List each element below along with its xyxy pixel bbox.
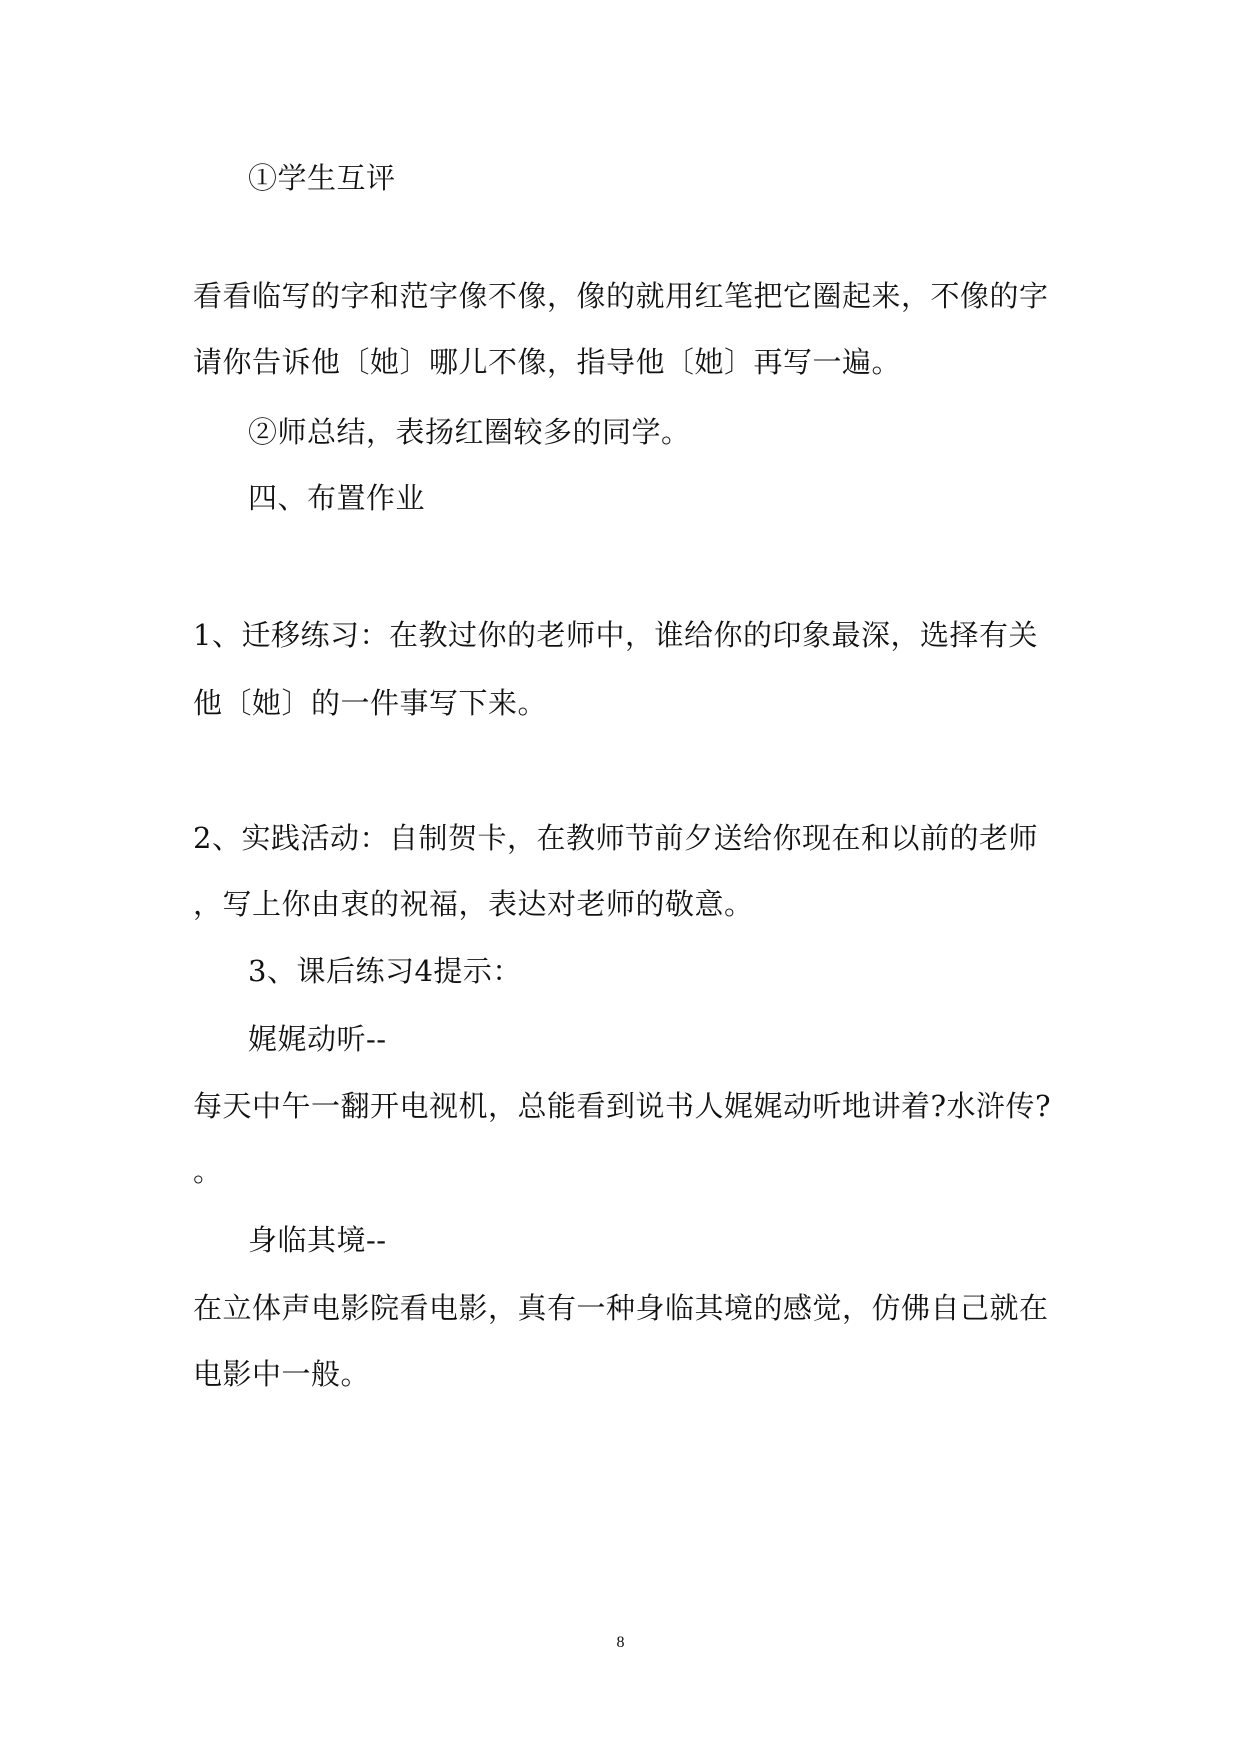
vocabulary-term: 身临其境-- xyxy=(248,1223,387,1257)
paragraph-line: 他〔她〕的一件事写下来。 xyxy=(193,686,548,720)
list-item-teacher-summary: ②师总结，表扬红圈较多的同学。 xyxy=(248,415,691,449)
paragraph-line: 2、实践活动：自制贺卡，在教师节前夕送给你现在和以前的老师 xyxy=(193,821,1038,855)
paragraph-line: ，写上你由衷的祝福，表达对老师的敬意。 xyxy=(193,887,754,921)
paragraph-line: 在立体声电影院看电影，真有一种身临其境的感觉，仿佛自己就在 xyxy=(193,1291,1049,1325)
paragraph-line: 每天中午一翻开电视机，总能看到说书人娓娓动听地讲着?水浒传? xyxy=(193,1089,1052,1123)
paragraph-line: 电影中一般。 xyxy=(193,1357,371,1391)
vocabulary-term: 娓娓动听-- xyxy=(248,1022,387,1056)
paragraph-line: 。 xyxy=(193,1154,223,1188)
paragraph-line: 1、迁移练习：在教过你的老师中，谁给你的印象最深，选择有关 xyxy=(193,618,1038,652)
paragraph-line: 请你告诉他〔她〕哪儿不像，指导他〔她〕再写一遍。 xyxy=(193,345,902,379)
paragraph-line: 看看临写的字和范字像不像，像的就用红笔把它圈起来，不像的字 xyxy=(193,279,1049,313)
list-item-exercise-tip: 3、课后练习4提示： xyxy=(248,954,522,988)
section-heading-homework: 四、布置作业 xyxy=(248,481,426,515)
page-number: 8 xyxy=(616,1634,625,1651)
list-item-student-peer-review: ①学生互评 xyxy=(248,161,396,195)
